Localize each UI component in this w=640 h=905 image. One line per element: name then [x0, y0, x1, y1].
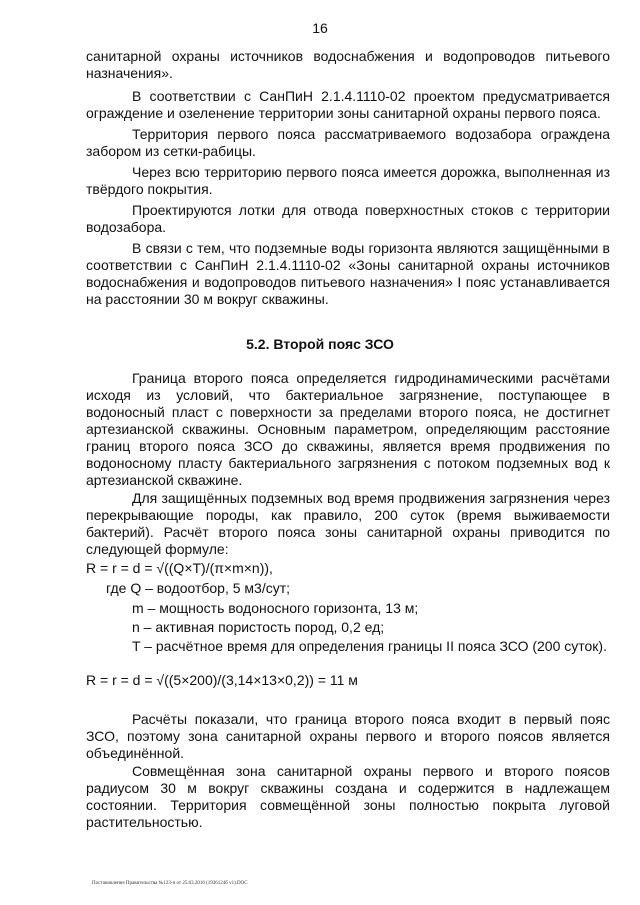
paragraph-continuation: санитарной охраны источников водоснабжения и водопроводов питьевого назначения».: [86, 48, 610, 81]
paragraph-combined-zone: Совмещённая зона санитарной охраны первого и второго поясов радиусом 30 м вокруг скважины создана и содержится в надлежащем состоянии. Территория совмещённой зоны полностью покрыта луговой растительностью.: [86, 763, 610, 830]
paragraph-second-belt-boundary: Граница второго пояса определяется гидродинамическими расчётами исходя из условий, что бактериальное загрязнение, поступающее в водоносный пласт с поверхности за пределами второго пояса, не достигнет артезианской скважины. Основным параметром, определяющим расстояние границ второго пояса ЗСО до скважины, является время продвижения по водоносному пласту бактериального загрязнения с потоком подземных вод к артезианской скважине.: [86, 370, 610, 488]
formula-where-t: T – расчётное время для определения границы II пояса ЗСО (200 суток).: [132, 638, 607, 654]
page-number: 16: [312, 20, 328, 36]
formula-computed: R = r = d = √((5×200)/(3,14×13×0,2)) = 11 м: [86, 672, 358, 688]
paragraph-first-belt: В связи с тем, что подземные воды горизонта являются защищёнными в соответствии с СанПиН 2.1.4.1110-02 «Зоны санитарной охраны источников водоснабжения и водопроводов питьевого назначения» I пояс устанавливается на расстоянии 30 м вокруг скважины.: [86, 240, 610, 307]
formula-where-n: n – активная пористость пород, 0,2 ед;: [132, 619, 385, 635]
paragraph-trays: Проектируются лотки для отвода поверхностных стоков с территории водозабора.: [86, 202, 610, 235]
paragraph-path: Через всю территорию первого пояса имеется дорожка, выполненная из твёрдого покрытия.: [86, 164, 610, 197]
formula-where-q: где Q – водоотбор, 5 м3/сут;: [106, 580, 291, 596]
document-footer: Постановление Правительства №123-п от 25.03.2016 (1936124б v1).DOC: [92, 881, 248, 886]
formula-where-m: m – мощность водоносного горизонта, 13 м;: [132, 600, 419, 616]
formula-main: R = r = d = √((Q×T)/(π×m×n)),: [86, 560, 273, 576]
paragraph-territory: Территория первого пояса рассматриваемого водозабора ограждена забором из сетки-рабицы.: [86, 126, 610, 159]
paragraph-result: Расчёты показали, что граница второго пояса входит в первый пояс ЗСО, поэтому зона санитарной охраны первого и второго поясов является объединённой.: [86, 711, 610, 761]
paragraph-calculation-intro: Для защищённых подземных вод время продвижения загрязнения через перекрывающие породы, как правило, 200 суток (время выживаемости бактерий). Расчёт второго пояса зоны санитарной охраны приводится по следующей формуле:: [86, 490, 610, 557]
paragraph-fencing: В соответствии с СанПиН 2.1.4.1110-02 проектом предусматривается ограждение и озеленение территории зоны санитарной охраны первого пояса.: [86, 88, 610, 121]
section-heading: 5.2. Второй пояс ЗСО: [246, 336, 394, 352]
